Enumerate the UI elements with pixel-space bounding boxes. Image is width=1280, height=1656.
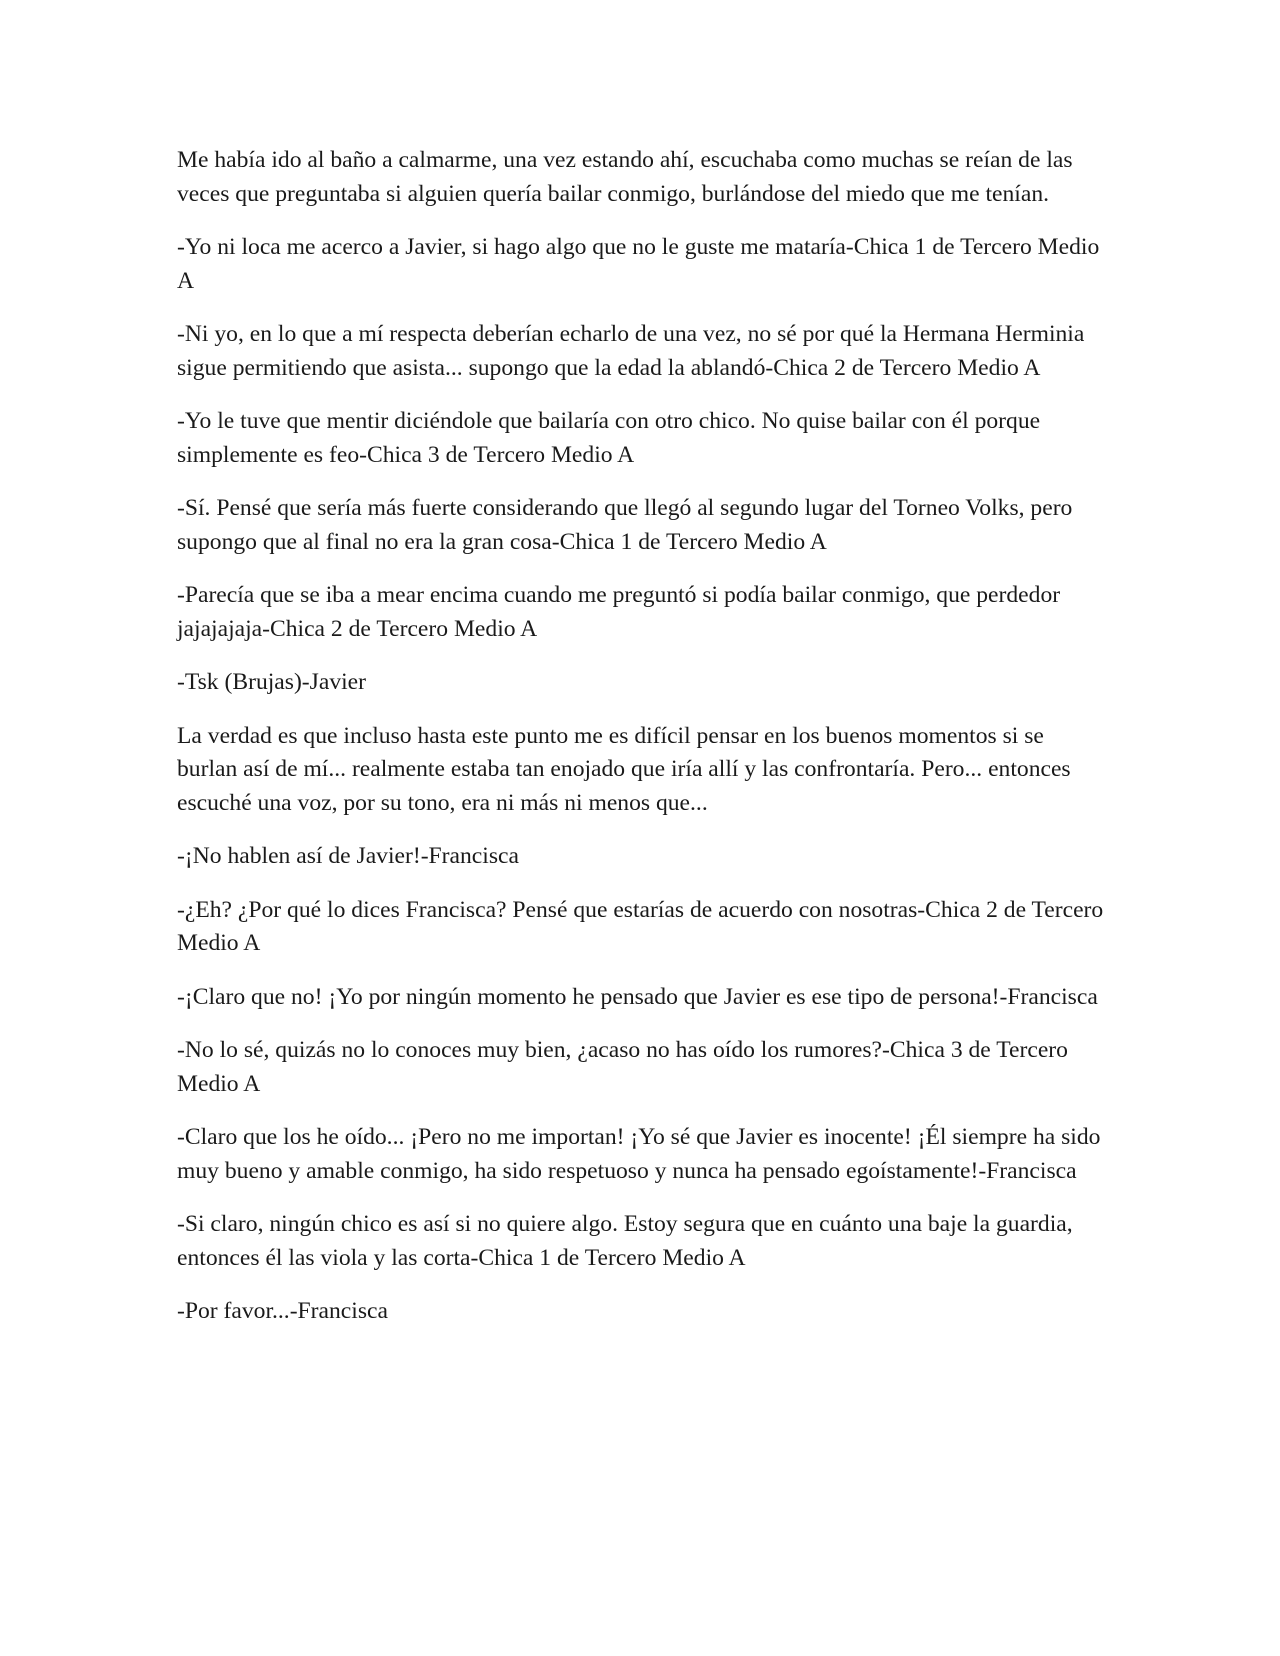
paragraph: -Claro que los he oído... ¡Pero no me importan! ¡Yo sé que Javier es inocente! ¡Él siempre ha sido muy bueno y amable conmigo, ha sido respetuoso y nunca ha pensado egoístamente!-Francisca	[177, 1124, 1101, 1184]
paragraph: -Si claro, ningún chico es así si no quiere algo. Estoy segura que en cuánto una baje la guardia, entonces él las viola y las corta-Chica 1 de Tercero Medio A	[177, 1211, 1073, 1271]
paragraph: -¡No hablen así de Javier!-Francisca	[177, 843, 519, 869]
paragraph: -Yo le tuve que mentir diciéndole que bailaría con otro chico. No quise bailar con él porque simplemente es feo-Chica 3 de Tercero Medio A	[177, 408, 1041, 468]
paragraph: -No lo sé, quizás no lo conoces muy bien, ¿acaso no has oído los rumores?-Chica 3 de Tercero Medio A	[177, 1037, 1068, 1097]
paragraph: -Yo ni loca me acerco a Javier, si hago algo que no le guste me mataría-Chica 1 de Tercero Medio A	[177, 234, 1100, 294]
paragraph: -¿Eh? ¿Por qué lo dices Francisca? Pensé que estarías de acuerdo con nosotras-Chica 2 de Tercero Medio A	[177, 896, 1104, 956]
paragraph: -Por favor...-Francisca	[177, 1298, 388, 1324]
document-body	[177, 144, 1107, 1349]
paragraph: -Parecía que se iba a mear encima cuando me preguntó si podía bailar conmigo, que perdedor jajajajaja-Chica 2 de Tercero Medio A	[177, 582, 1061, 642]
paragraph: La verdad es que incluso hasta este punto me es difícil pensar en los buenos momentos si se burlan así de mí... realmente estaba tan enojado que iría allí y las confrontaría. Pero... entonces escuché una voz, por su tono, era ni más ni menos que...	[177, 722, 1071, 816]
paragraph: -Tsk (Brujas)-Javier	[177, 669, 367, 695]
paragraph: -¡Claro que no! ¡Yo por ningún momento he pensado que Javier es ese tipo de persona!-Francisca	[177, 983, 1098, 1010]
paragraph: -Ni yo, en lo que a mí respecta deberían echarlo de una vez, no sé por qué la Hermana Herminia sigue permitiendo que asista... supongo que la edad la ablandó-Chica 2 de Tercero Medio A	[177, 321, 1085, 381]
paragraph: Me había ido al baño a calmarme, una vez estando ahí, escuchaba como muchas se reían de las veces que preguntaba si alguien quería bailar conmigo, burlándose del miedo que me tenían.	[177, 147, 1073, 207]
paragraph: -Sí. Pensé que sería más fuerte considerando que llegó al segundo lugar del Torneo Volks, pero supongo que al final no era la gran cosa-Chica 1 de Tercero Medio A	[177, 495, 1073, 555]
